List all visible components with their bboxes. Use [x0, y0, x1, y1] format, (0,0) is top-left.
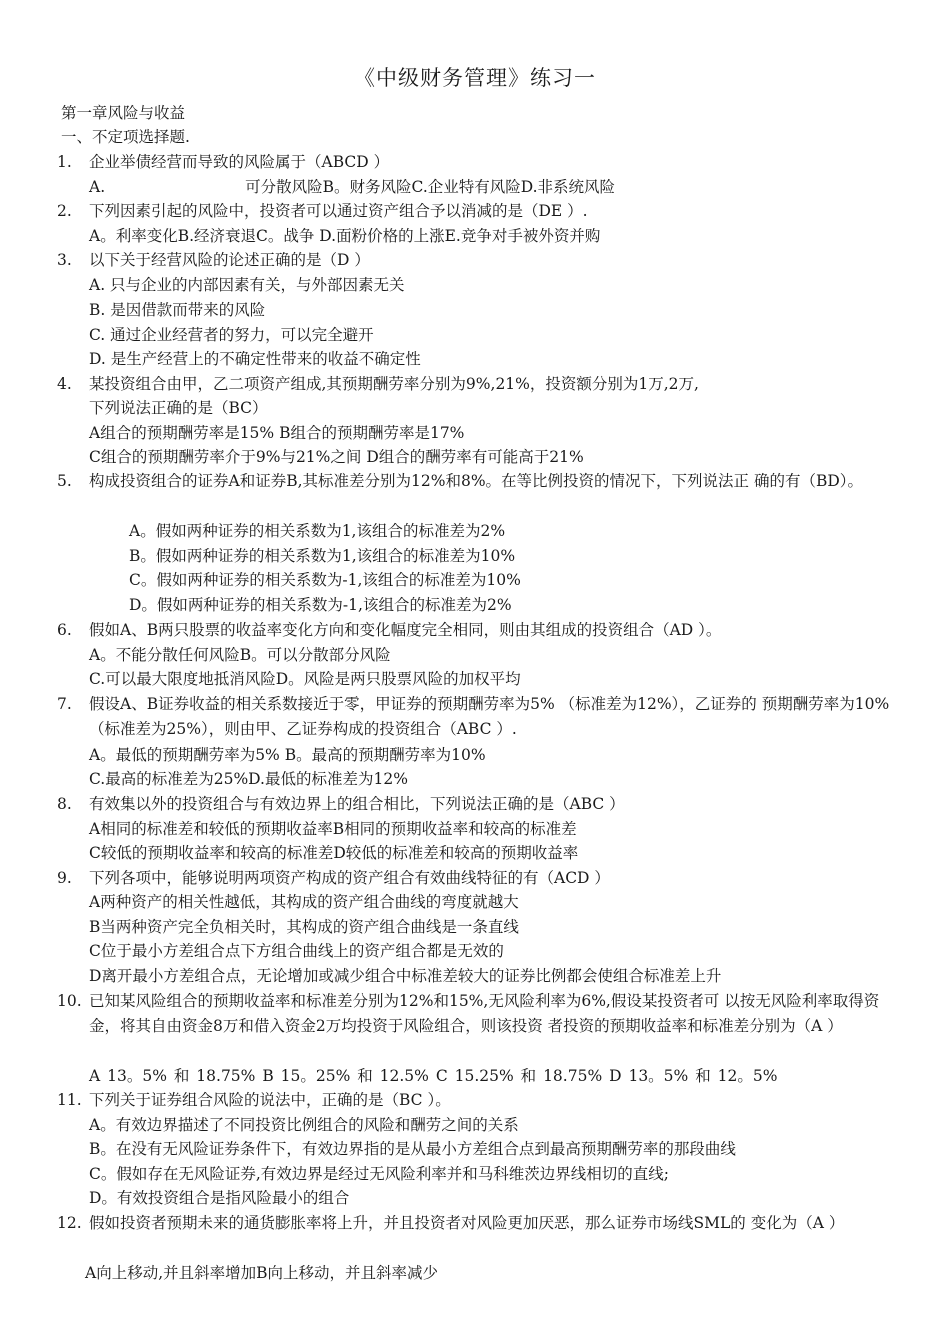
question-stem: 下列各项中，能够说明两项资产构成的资产组合有效曲线特征的有（ACD ） — [89, 869, 610, 887]
option: A两种资产的相关性越低，其构成的资产组合曲线的弯度就越大 — [89, 893, 519, 911]
option: C位于最小方差组合点下方组合曲线上的资产组合都是无效的 — [89, 942, 504, 960]
option: D。有效投资组合是指风险最小的组合 — [89, 1189, 350, 1207]
question-stem: 以下关于经营风险的论述正确的是（D ） — [89, 251, 370, 269]
question-number: 4. — [57, 375, 72, 393]
option: D. 是生产经营上的不确定性带来的收益不确定性 — [89, 350, 421, 368]
question-9 — [57, 868, 610, 888]
option: A. — [89, 178, 106, 196]
question-3 — [57, 250, 370, 270]
question-5 — [57, 471, 907, 494]
question-stem: 假如A、B两只股票的收益率变化方向和变化幅度完全相同，则由其组成的投资组合（AD ）。 — [89, 621, 722, 639]
question-stem-continued: 下列说法正确的是（BC） — [89, 399, 268, 417]
option: C.最高的标准差为25%D.最低的标准差为12% — [89, 770, 408, 788]
question-10 — [57, 991, 907, 1038]
option: A向上移动,并且斜率增加B向上移动，并且斜率减少 — [85, 1264, 439, 1282]
section-heading: 一、不定项选择题. — [61, 128, 190, 146]
option: C.可以最大限度地抵消风险D。风险是两只股票风险的加权平均 — [89, 670, 521, 688]
option: A. 只与企业的内部因素有关，与外部因素无关 — [89, 276, 405, 294]
question-stem: 企业举债经营而导致的风险属于（ABCD ） — [89, 153, 390, 171]
option: C。假如存在无风险证券,有效边界是经过无风险利率并和马科维茨边界线相切的直线; — [89, 1165, 670, 1183]
question-stem: 下列关于证券组合风险的说法中，正确的是（BC ）。 — [89, 1091, 451, 1109]
question-stem: 已知某风险组合的预期收益率和标准差分别为12%和15%,无风险利率为6%,假设某投资者可 以按无风险利率取得资金，将其自由资金8万和借入资金2万均投资于风险组合，则该投资 者投资的预期收益率和标准差分别为（A ） — [89, 992, 880, 1035]
question-stem: 构成投资组合的证券A和证券B,其标准差分别为12%和8%。在等比例投资的情况下，下列说法正 确的有（BD）。 — [89, 472, 864, 490]
option: A。最低的预期酬劳率为5% B。最高的预期酬劳率为10% — [89, 746, 486, 764]
question-number: 1. — [57, 153, 72, 171]
option: B。在没有无风险证券条件下，有效边界指的是从最小方差组合点到最高预期酬劳率的那段曲线 — [89, 1140, 736, 1158]
option: D。假如两种证券的相关系数为-1,该组合的标准差为2% — [129, 596, 512, 614]
question-stem: 某投资组合由甲，乙二项资产组成,其预期酬劳率分别为9%,21%，投资额分别为1万,2万, — [89, 375, 699, 393]
option: B当两种资产完全负相关时，其构成的资产组合曲线是一条直线 — [89, 918, 519, 936]
question-7 — [57, 694, 907, 741]
question-6 — [57, 620, 721, 640]
option: A。假如两种证券的相关系数为1,该组合的标准差为2% — [129, 522, 506, 540]
question-4 — [57, 374, 699, 394]
question-number: 2. — [57, 202, 72, 220]
option: A。利率变化B.经济衰退C。战争 D.面粉价格的上涨E.竞争对手被外资并购 — [89, 227, 601, 245]
question-1 — [57, 152, 389, 172]
question-number: 8. — [57, 795, 72, 813]
question-12 — [57, 1213, 907, 1236]
option: C较低的预期收益率和较高的标准差D较低的标准差和较高的预期收益率 — [89, 844, 579, 862]
option: A。不能分散任何风险B。可以分散部分风险 — [89, 646, 391, 664]
question-number: 11. — [57, 1091, 82, 1109]
option: D离开最小方差组合点，无论增加或减少组合中标准差较大的证券比例都会使组合标准差上升 — [89, 967, 722, 985]
question-number: 7. — [57, 695, 72, 713]
question-stem: 有效集以外的投资组合与有效边界上的组合相比，下列说法正确的是（ABC ） — [89, 795, 625, 813]
page-title: 《中级财务管理》练习一 — [354, 66, 596, 90]
option: A。有效边界描述了不同投资比例组合的风险和酬劳之间的关系 — [89, 1116, 519, 1134]
option: B. 是因借款而带来的风险 — [89, 301, 266, 319]
question-number: 9. — [57, 869, 72, 887]
question-number: 10. — [57, 992, 82, 1010]
question-stem: 假设A、B证券收益的相关系数接近于零，甲证券的预期酬劳率为5% （标准差为12%），乙证券的 预期酬劳率为10%（标准差为25%），则由甲、乙证券构成的投资组合（ABC ）. — [89, 695, 890, 738]
chapter-heading: 第一章风险与收益 — [61, 104, 186, 122]
option: C组合的预期酬劳率介于9%与21%之间 D组合的酬劳率有可能高于21% — [89, 448, 584, 466]
question-1-options — [89, 177, 615, 197]
option: A相同的标准差和较低的预期收益率B相同的预期收益率和较高的标准差 — [89, 820, 577, 838]
question-stem: 下列因素引起的风险中，投资者可以通过资产组合予以消减的是（DE ）. — [89, 202, 588, 220]
question-number: 5. — [57, 472, 72, 490]
option: A 13。5% 和 18.75% B 15。25% 和 12.5% C 15.25% 和 18.75% D 13。5% 和 12。5% — [89, 1067, 778, 1085]
option: B。假如两种证券的相关系数为1,该组合的标准差为10% — [129, 547, 516, 565]
option: A组合的预期酬劳率是15% B组合的预期酬劳率是17% — [89, 424, 465, 442]
question-number: 6. — [57, 621, 72, 639]
option: C. 通过企业经营者的努力，可以完全避开 — [89, 326, 374, 344]
question-2 — [57, 201, 588, 221]
option: 可分散风险B。财务风险C.企业特有风险D.非系统风险 — [245, 178, 616, 196]
question-number: 12. — [57, 1214, 82, 1232]
question-8 — [57, 794, 625, 814]
question-11 — [57, 1090, 451, 1110]
question-number: 3. — [57, 251, 72, 269]
option: C。假如两种证券的相关系数为-1,该组合的标准差为10% — [129, 571, 521, 589]
question-stem: 假如投资者预期未来的通货膨胀率将上升，并且投资者对风险更加厌恶，那么证券市场线SML的 变化为（A ） — [89, 1214, 845, 1232]
